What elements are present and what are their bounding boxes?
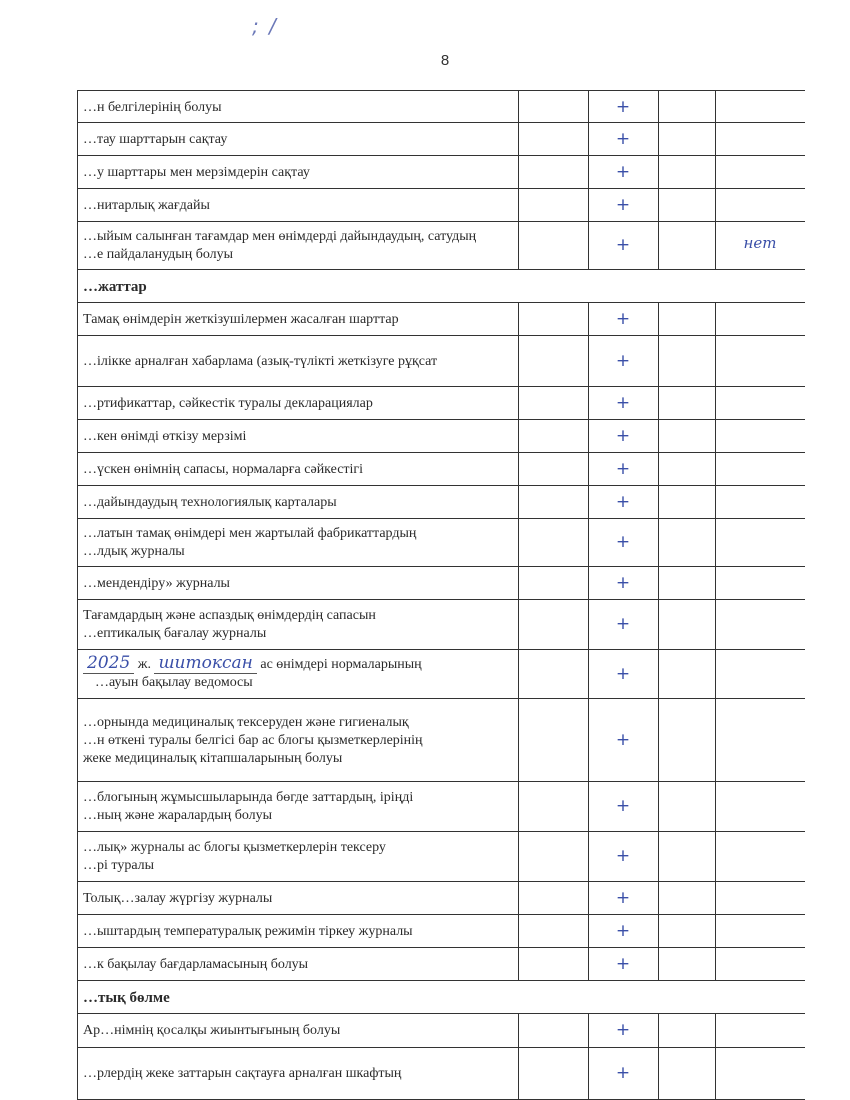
column-divider [518,123,519,155]
item-text: …мендендіру» журналы [83,576,230,591]
column-divider [715,303,716,335]
year-suffix: ж. [134,657,155,672]
checklist-row [78,832,805,882]
inspection-checklist-table [77,90,805,1100]
item-text: …к бақылау бағдарламасының болуы [83,957,309,972]
item-text: …ыйым салынған тағамдар мен өнімдерді дайындаудың, сатудың …е пайдаланудың болуы [83,229,477,262]
column-divider [658,832,659,881]
column-divider [518,387,519,419]
column-divider [518,832,519,881]
checkmark-plus: + [615,351,631,371]
column-divider [658,915,659,947]
column-divider [715,387,716,419]
column-divider [658,882,659,914]
column-divider [518,222,519,269]
column-divider [518,1048,519,1099]
column-divider [715,156,716,188]
column-divider [518,699,519,781]
column-divider [715,519,716,566]
column-divider [518,156,519,188]
column-divider [658,303,659,335]
column-divider [658,1048,659,1099]
section-title: …тық бөлме [83,990,170,1006]
column-divider [658,600,659,649]
checklist-row [78,519,805,567]
checkmark-plus: + [615,129,631,149]
column-divider [518,336,519,386]
column-divider [715,189,716,221]
column-divider [658,782,659,831]
checkmark-plus: + [615,459,631,479]
section-header-row [78,270,805,303]
column-divider [518,519,519,566]
column-divider [715,486,716,518]
item-text [83,654,515,692]
item-text: …ыштардың температуралық режимін тіркеу журналы [83,924,413,939]
item-text: …блогының жұмысшыларында бөгде заттардың, іріңді …ның және жаралардың болуы [83,790,414,823]
column-divider [518,600,519,649]
item-text-continuation: ас өнімдері нормаларының [256,657,422,672]
column-divider [518,486,519,518]
checkmark-plus: + [615,393,631,413]
item-text: …орнында медициналық тексеруден және гигиеналық …н өткені туралы белгісі бар ас блогы қызметкерлерінің жеке медициналық кітапшаларының болуы [83,715,423,766]
checkmark-plus: + [615,796,631,816]
checklist-row [78,915,805,948]
checkmark-plus: + [615,426,631,446]
item-text: …үскен өнімнің сапасы, нормаларға сәйкестігі [83,462,364,477]
page-number: 8 [440,52,450,69]
checkmark-plus: + [615,954,631,974]
column-divider [518,453,519,485]
column-divider [715,453,716,485]
column-divider [658,948,659,980]
handwritten-name: шитоксан [154,653,256,674]
column-divider [518,650,519,698]
item-text: …рлердің жеке заттарын сақтауға арналған шкафтың [83,1066,402,1081]
checklist-row [78,699,805,782]
checklist-row [78,1048,805,1100]
checkmark-plus: + [615,888,631,908]
item-text: …ртификаттар, сәйкестік туралы декларациялар [83,396,373,411]
checklist-row [78,189,805,222]
column-divider [658,486,659,518]
checklist-row [78,420,805,453]
column-divider [658,1014,659,1047]
checkmark-plus: + [615,97,631,117]
item-text: Тамақ өнімдерін жеткізушілермен жасалған шарттар [83,312,399,327]
column-divider [715,699,716,781]
item-text: …латын тамақ өнімдері мен жартылай фабрикаттардың …лдық журналы [83,526,417,559]
column-divider [715,948,716,980]
column-divider [715,91,716,122]
checklist-row [78,222,805,270]
column-divider [715,567,716,599]
checklist-row [78,156,805,189]
item-text: Тағамдардың және аспаздық өнімдердің сапасын …ептикалық бағалау журналы [83,608,376,641]
item-text: …нитарлық жағдайы [83,198,210,213]
section-title: …жаттар [83,279,147,295]
checkmark-plus: + [615,235,631,255]
column-divider [715,420,716,452]
column-divider [518,882,519,914]
column-divider [715,1048,716,1099]
checklist-row [78,882,805,915]
item-text-line [83,654,515,674]
checkmark-plus: + [615,195,631,215]
column-divider [658,699,659,781]
column-divider [715,832,716,881]
item-text: …тау шарттарын сақтау [83,132,228,147]
checkmark-plus: + [615,492,631,512]
column-divider [715,336,716,386]
column-divider [658,453,659,485]
checklist-row [78,486,805,519]
checklist-row [78,782,805,832]
column-divider [658,91,659,122]
checklist-row [78,948,805,981]
checkmark-plus: + [615,1063,631,1083]
checklist-row [78,600,805,650]
checklist-row [78,123,805,156]
checkmark-plus: + [615,846,631,866]
checklist-row [78,336,805,387]
column-divider [518,567,519,599]
column-divider [658,420,659,452]
column-divider [658,336,659,386]
column-divider [518,420,519,452]
checkmark-plus: + [615,309,631,329]
column-divider [658,519,659,566]
checklist-row [78,90,805,123]
checkmark-plus: + [615,921,631,941]
column-divider [658,222,659,269]
column-divider [715,882,716,914]
column-divider [518,303,519,335]
column-divider [658,567,659,599]
column-divider [715,915,716,947]
column-divider [518,1014,519,1047]
checkmark-plus: + [615,162,631,182]
checkmark-plus: + [615,730,631,750]
column-divider [658,189,659,221]
column-divider [518,948,519,980]
handwritten-note: нет [743,234,777,252]
checkmark-plus: + [615,664,631,684]
column-divider [518,782,519,831]
column-divider [518,915,519,947]
checklist-row [78,387,805,420]
column-divider [715,650,716,698]
checklist-row [78,650,805,699]
checkmark-plus: + [615,1020,631,1040]
checkmark-plus: + [615,532,631,552]
item-text: …ілікке арналған хабарлама (азық-түлікті жеткізуге рұқсат [83,354,438,369]
checklist-row [78,567,805,600]
handwritten-scribble: ; / [252,14,278,38]
column-divider [715,1014,716,1047]
item-text: …дайындаудың технологиялық карталары [83,495,337,510]
item-text: Толық…залау жүргізу журналы [83,891,273,906]
column-divider [658,123,659,155]
column-divider [658,650,659,698]
checklist-row [78,453,805,486]
section-header-row [78,981,805,1014]
column-divider [715,782,716,831]
column-divider [715,600,716,649]
item-text: …н белгілерінің болуы [83,100,222,115]
column-divider [715,123,716,155]
column-divider [658,156,659,188]
item-text-line: …ауын бақылау ведомосы [95,675,253,690]
column-divider [518,91,519,122]
column-divider [658,387,659,419]
item-text: …у шарттары мен мерзімдерін сақтау [83,165,310,180]
item-text: Ар…німнің қосалқы жиынтығының болуы [83,1023,341,1038]
checklist-row [78,303,805,336]
checkmark-plus: + [615,573,631,593]
handwritten-year: 2025 [83,653,134,674]
item-text: …кен өнімді өткізу мерзімі [83,429,247,444]
column-divider [518,189,519,221]
checklist-row [78,1014,805,1048]
item-text: …лық» журналы ас блогы қызметкерлерін тексеру …рі туралы [83,840,386,873]
checkmark-plus: + [615,614,631,634]
